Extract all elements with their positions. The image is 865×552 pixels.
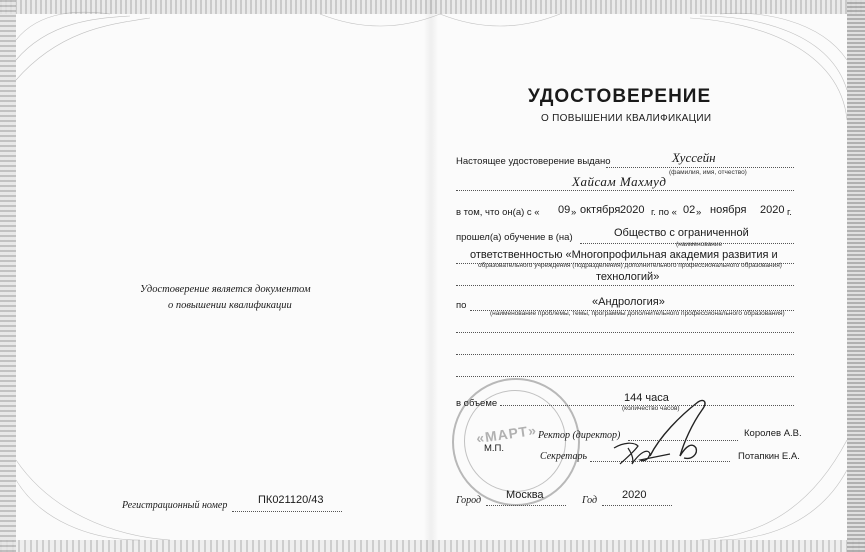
city-line [486, 505, 566, 506]
period-from-year: 2020 [620, 204, 645, 216]
period-to-day: 02 [683, 204, 696, 216]
year-value: 2020 [622, 489, 647, 501]
organization-line-2-text: ответственностью «Многопрофильная академия развития и [470, 249, 778, 261]
rector-label: Ректор (директор) [538, 430, 621, 441]
reg-number-label: Регистрационный номер [122, 500, 228, 511]
program-value: «Андрология» [592, 296, 665, 308]
period-suffix: г. [787, 207, 792, 218]
volume-caption: (количество часов) [622, 405, 680, 412]
issued-to-label: Настоящее удостоверение выдано [456, 156, 611, 167]
period-from-month: октября [580, 204, 621, 216]
recipient-rest-name: Хайсам Махмуд [572, 174, 667, 189]
period-quote-1: » [571, 207, 577, 218]
left-note-line-1: Удостоверение является документом [140, 284, 311, 295]
period-mid: г. по « [651, 207, 677, 218]
period-to-year: 2020 [760, 204, 785, 216]
period-from-day: 09 [558, 204, 571, 216]
organization-label: прошел(а) обучение в (на) [456, 232, 573, 243]
volume-label: в объеме [456, 398, 498, 409]
organization-line-3 [456, 285, 794, 286]
issued-to-line [606, 167, 794, 168]
document-subtitle: О ПОВЫШЕНИИ КВАЛИФИКАЦИИ [541, 113, 712, 124]
left-note-line-2: о повышении квалификации [168, 300, 292, 311]
organization-line-3-text: технологий» [596, 271, 660, 283]
organization-caption-2: образовательного учреждения (подразделения) дополнительного профессионального образования) [478, 262, 782, 269]
city-label: Город [456, 495, 482, 506]
reg-number-value: ПК021120/43 [258, 494, 324, 506]
program-label: по [456, 300, 467, 311]
period-to-month: ноября [710, 204, 747, 216]
volume-value: 144 часа [624, 392, 669, 404]
recipient-first-name: Хуссейн [672, 150, 716, 165]
program-line-4 [456, 376, 794, 377]
organization-line-1-text: Общество с ограниченной [614, 227, 749, 239]
period-prefix: в том, что он(а) с « [456, 207, 540, 218]
name-caption: (фамилия, имя, отчество) [669, 169, 747, 176]
secretary-name: Потапкин Е.А. [738, 451, 800, 462]
year-line [602, 505, 672, 506]
rector-name: Королев А.В. [744, 428, 802, 439]
program-line-2 [456, 332, 794, 333]
organization-caption-1: (наименование [676, 241, 723, 248]
name-line-2 [456, 190, 794, 191]
city-value: Москва [506, 489, 544, 501]
program-line-3 [456, 354, 794, 355]
program-caption: (наименование проблемы, темы, программы дополнительного профессионального образования) [490, 310, 785, 317]
reg-number-line [232, 511, 342, 512]
year-label: Год [582, 495, 598, 506]
secretary-label: Секретарь [540, 451, 588, 462]
secretary-signature [610, 438, 680, 468]
seal-stamp-text: «МАРТ» [475, 421, 538, 447]
period-quote-2: » [696, 207, 702, 218]
mp-label: М.П. [484, 443, 505, 454]
document-title: УДОСТОВЕРЕНИЕ [528, 86, 712, 107]
